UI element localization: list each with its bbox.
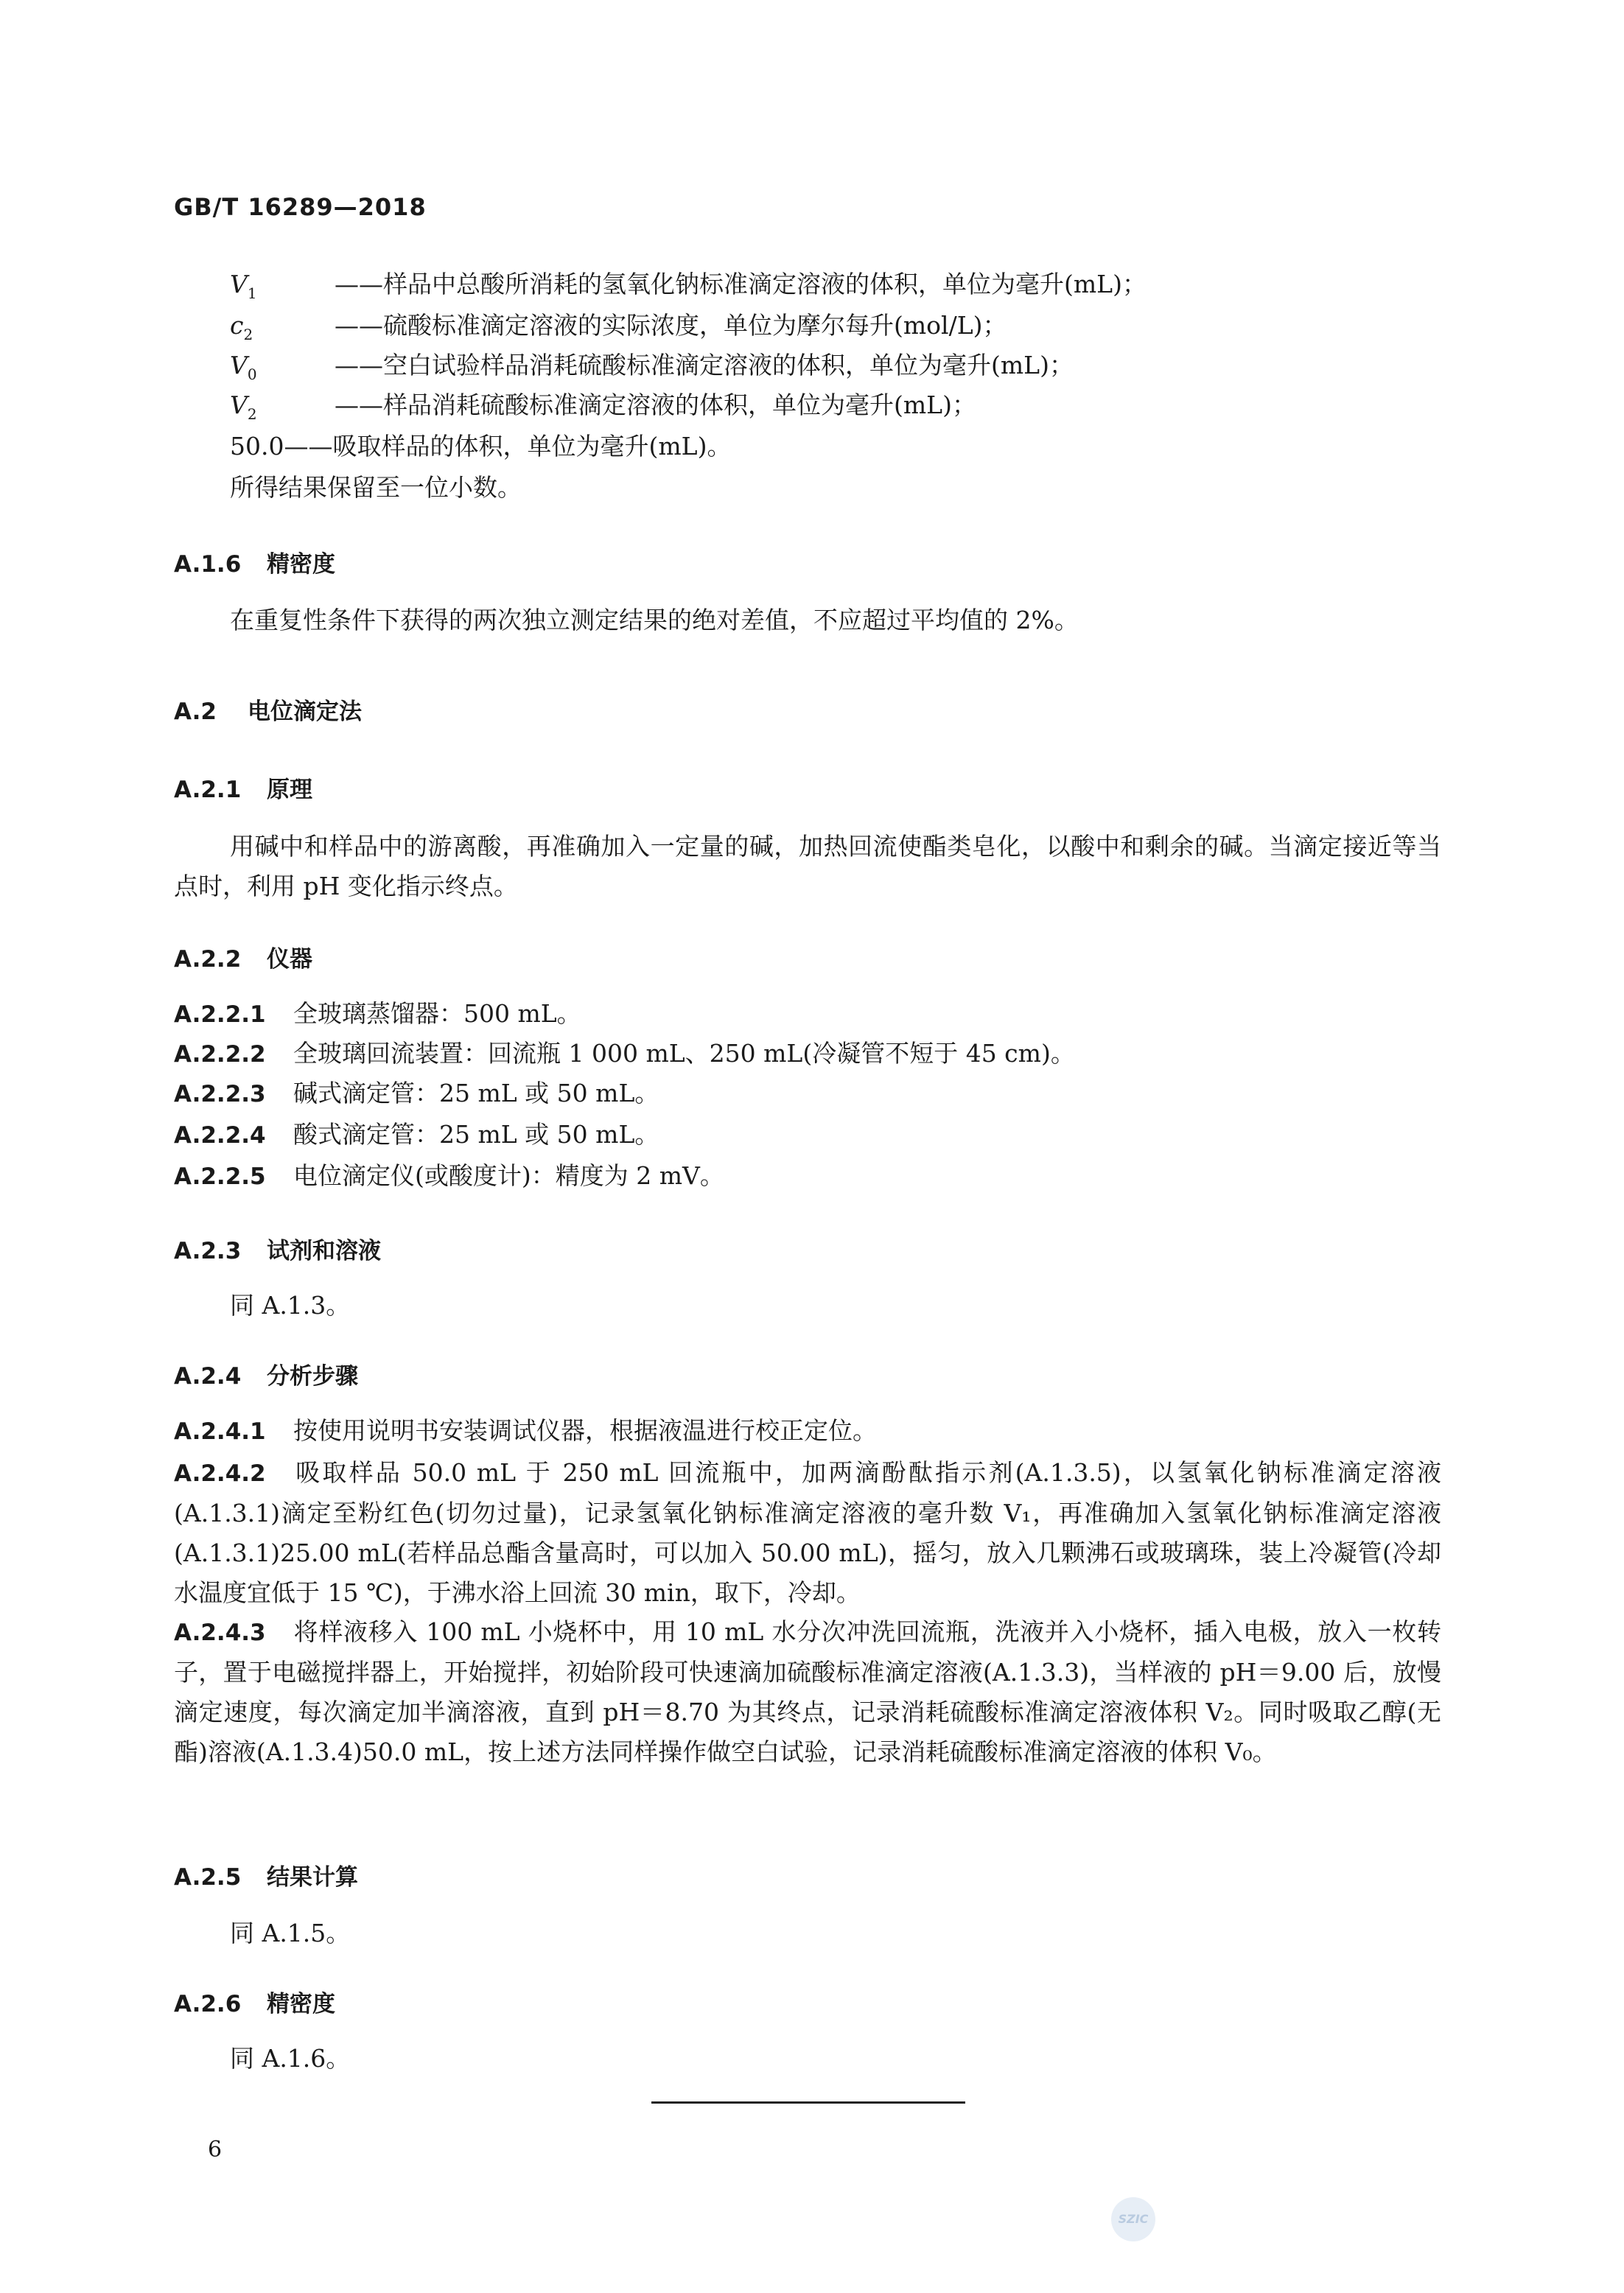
section-heading-a24: A.2.4 分析步骤	[174, 1363, 358, 1390]
variable-symbol: $V_2$	[230, 391, 257, 423]
section-a21-text: 用碱中和样品中的游离酸，再准确加入一定量的碱，加热回流使酯类皂化，以酸中和剩余的碱。当滴定接近等当点时，利用 pH 变化指示终点。	[174, 832, 1441, 900]
variable-symbol: $c_2$	[230, 311, 253, 343]
variable-text: ——样品中总酸所消耗的氢氧化钠标准滴定溶液的体积，单位为毫升(mL)；	[335, 270, 1147, 298]
section-heading-a16: A.1.6 精密度	[174, 551, 335, 578]
result-note: 所得结果保留至一位小数。	[230, 473, 522, 502]
section-a26-text: 同 A.1.6。	[230, 2044, 351, 2073]
variable-symbol: $V_1$	[230, 270, 257, 302]
end-rule	[651, 2101, 965, 2104]
variable-symbol: 50.0	[230, 432, 284, 461]
variable-text: ——硫酸标准滴定溶液的实际浓度，单位为摩尔每升(mol/L)；	[335, 311, 1007, 340]
variable-definition	[230, 432, 731, 461]
instrument-item: A.2.2.2 全玻璃回流装置：回流瓶 1 000 mL、250 mL(冷凝管不短于 45 cm)。	[174, 1039, 1075, 1068]
section-heading-a26: A.2.6 精密度	[174, 1991, 335, 2017]
step-a2-4-1: A.2.4.1 按使用说明书安装调试仪器，根据液温进行校正定位。	[174, 1416, 877, 1445]
variable-definition	[230, 351, 1074, 383]
section-heading-a2: A.2 电位滴定法	[174, 699, 362, 725]
variable-symbol: $V_0$	[230, 351, 257, 383]
step-a2-4-2: A.2.4.2 吸取样品 50.0 mL 于 250 mL 回流瓶中，加两滴酚酞指示剂(A.1.3.5)，以氢氧化钠标准滴定溶液(A.1.3.1)滴定至粉红色(切勿过量)，记录氢氧化钠标准滴定溶液的毫升数 V₁，再准确加入氢氧化钠标准滴定溶液(A.1.3.1)25.00 mL(若样品总酯含量高时，可以加入 50.00 mL)，摇匀，放入几颗沸石或玻璃珠，装上冷凝管(冷却水温度宜低于 15 ℃)，于沸水浴上回流 30 min，取下，冷却。	[174, 1458, 1441, 1607]
variable-text: ——空白试验样品消耗硫酸标准滴定溶液的体积，单位为毫升(mL)；	[335, 351, 1074, 379]
instrument-item: A.2.2.1 全玻璃蒸馏器：500 mL。	[174, 999, 581, 1028]
section-heading-a21: A.2.1 原理	[174, 777, 312, 803]
instrument-item: A.2.2.4 酸式滴定管：25 mL 或 50 mL。	[174, 1120, 659, 1149]
step-a2-4-3: A.2.4.3 将样液移入 100 mL 小烧杯中，用 10 mL 水分次冲洗回流瓶，洗液并入小烧杯，插入电极，放入一枚转子，置于电磁搅拌器上，开始搅拌，初始阶段可快速滴加硫酸标准滴定溶液(A.1.3.3)，当样液的 pH＝9.00 后，放慢滴定速度，每次滴定加半滴溶液，直到 pH＝8.70 为其终点，记录消耗硫酸标准滴定溶液体积 V₂。同时吸取乙醇(无酯)溶液(A.1.3.4)50.0 mL，按上述方法同样操作做空白试验，记录消耗硫酸标准滴定溶液的体积 V₀。	[174, 1617, 1441, 1766]
section-heading-a22: A.2.2 仪器	[174, 946, 312, 973]
page-number: 6	[208, 2137, 223, 2163]
variable-text: ——样品消耗硫酸标准滴定溶液的体积，单位为毫升(mL)；	[335, 391, 976, 419]
variable-definition	[230, 311, 1007, 343]
variable-definition	[230, 391, 976, 423]
section-a23-text: 同 A.1.3。	[230, 1291, 351, 1320]
section-a16-text: 在重复性条件下获得的两次独立测定结果的绝对差值，不应超过平均值的 2%。	[230, 606, 1079, 634]
variable-text: ——吸取样品的体积，单位为毫升(mL)。	[284, 432, 732, 461]
section-heading-a23: A.2.3 试剂和溶液	[174, 1238, 381, 1264]
section-heading-a25: A.2.5 结果计算	[174, 1864, 358, 1891]
variable-definition	[230, 270, 1147, 302]
watermark-logo: SZIC	[1111, 2197, 1155, 2241]
standard-code-header: GB/T 16289—2018	[174, 193, 427, 221]
instrument-item: A.2.2.3 碱式滴定管：25 mL 或 50 mL。	[174, 1079, 659, 1107]
section-a25-text: 同 A.1.5。	[230, 1919, 351, 1947]
instrument-item: A.2.2.5 电位滴定仪(或酸度计)：精度为 2 mV。	[174, 1161, 724, 1190]
